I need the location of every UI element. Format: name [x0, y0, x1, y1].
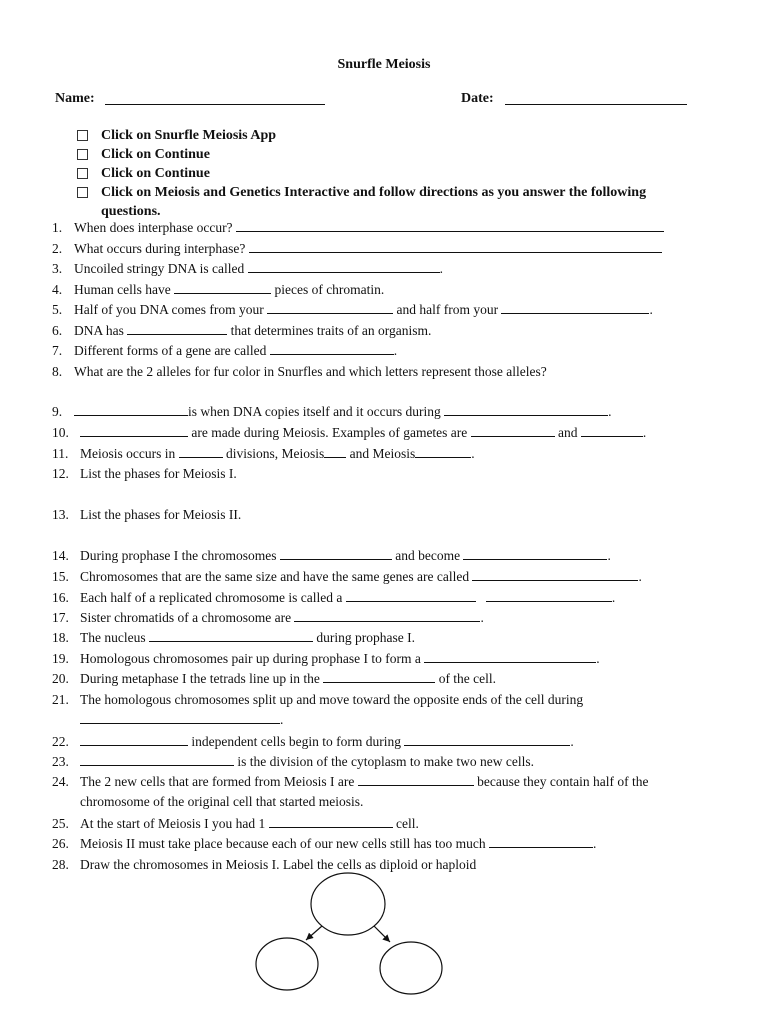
question-19: 19. Homologous chromosomes pair up during prophase I to form a .	[52, 651, 600, 666]
question-12: 12. List the phases for Meiosis I.	[52, 466, 237, 481]
answer-blank[interactable]	[80, 753, 234, 766]
question-24-continued: chromosome of the original cell that started meiosis.	[80, 794, 364, 809]
question-8: 8. What are the 2 alleles for fur color in Snurfles and which letters represent those alleles?	[52, 364, 547, 379]
checkbox-icon[interactable]	[77, 187, 88, 198]
question-7: 7. Different forms of a gene are called .	[52, 343, 398, 358]
question-21-continued: .	[80, 711, 283, 729]
answer-blank[interactable]	[358, 773, 474, 786]
question-15: 15. Chromosomes that are the same size and have the same genes are called .	[52, 569, 642, 584]
answer-blank[interactable]	[415, 445, 471, 458]
date-field[interactable]	[505, 104, 687, 105]
question-25: 25. At the start of Meiosis I you had 1 cell.	[52, 816, 419, 831]
question-22: 22. independent cells begin to form during .	[52, 734, 574, 749]
answer-blank[interactable]	[404, 733, 570, 746]
answer-blank[interactable]	[149, 629, 313, 642]
question-13: 13. List the phases for Meiosis II.	[52, 507, 242, 522]
answer-blank[interactable]	[248, 260, 440, 273]
meiosis-diagram	[250, 870, 460, 1000]
answer-blank[interactable]	[236, 219, 664, 232]
question-2: 2. What occurs during interphase?	[52, 240, 662, 258]
answer-blank[interactable]	[269, 815, 393, 828]
checklist-item: Click on Continue	[77, 145, 701, 164]
answer-blank[interactable]	[463, 547, 607, 560]
answer-blank[interactable]	[424, 650, 596, 663]
answer-blank[interactable]	[346, 589, 476, 602]
answer-blank[interactable]	[80, 424, 188, 437]
checkbox-icon[interactable]	[77, 168, 88, 179]
question-5: 5. Half of you DNA comes from your and half from your .	[52, 302, 653, 317]
answer-blank[interactable]	[80, 711, 280, 724]
question-20: 20. During metaphase I the tetrads line up in the of the cell.	[52, 671, 497, 686]
question-6: 6. DNA has that determines traits of an organism.	[52, 323, 432, 338]
answer-blank[interactable]	[323, 670, 435, 683]
arrow-right-icon	[374, 926, 390, 942]
answer-blank[interactable]	[280, 547, 392, 560]
answer-blank[interactable]	[80, 733, 188, 746]
answer-blank[interactable]	[501, 301, 649, 314]
answer-blank[interactable]	[486, 589, 612, 602]
answer-blank[interactable]	[127, 322, 227, 335]
date-label: Date:	[461, 91, 494, 106]
question-14: 14. During prophase I the chromosomes and become .	[52, 548, 611, 563]
question-21: 21. The homologous chromosomes split up and move toward the opposite ends of the cell during	[52, 692, 584, 707]
answer-blank[interactable]	[444, 403, 608, 416]
answer-blank[interactable]	[249, 240, 662, 253]
parent-cell-circle[interactable]	[311, 873, 385, 935]
question-17: 17. Sister chromatids of a chromosome are .	[52, 610, 484, 625]
answer-blank[interactable]	[489, 835, 593, 848]
arrow-left-icon	[306, 926, 322, 940]
answer-blank[interactable]	[581, 424, 643, 437]
question-26: 26. Meiosis II must take place because each of our new cells still has too much .	[52, 836, 597, 851]
name-label: Name:	[55, 91, 95, 106]
name-field[interactable]	[105, 104, 325, 105]
answer-blank[interactable]	[267, 301, 393, 314]
answer-blank[interactable]	[294, 609, 480, 622]
answer-blank[interactable]	[471, 424, 555, 437]
answer-blank[interactable]	[174, 281, 271, 294]
question-24: 24. The 2 new cells that are formed from Meiosis I are because they contain half of the	[52, 774, 649, 789]
question-23: 23. is the division of the cytoplasm to make two new cells.	[52, 754, 534, 769]
answer-blank[interactable]	[324, 445, 346, 458]
question-3: 3. Uncoiled stringy DNA is called .	[52, 261, 443, 276]
question-1: 1. When does interphase occur?	[52, 219, 664, 237]
daughter-cell-left-circle[interactable]	[256, 938, 318, 990]
checklist-item: Click on Continue	[77, 164, 701, 183]
checklist-item: Click on Meiosis and Genetics Interactive and follow directions as you answer the following questions.	[77, 183, 701, 221]
question-11: 11. Meiosis occurs in divisions, Meiosis and Meiosis .	[52, 446, 475, 461]
answer-blank[interactable]	[270, 342, 394, 355]
question-4: 4. Human cells have pieces of chromatin.	[52, 282, 385, 297]
question-16: 16. Each half of a replicated chromosome is called a .	[52, 590, 616, 605]
checklist-item: Click on Snurfle Meiosis App	[77, 126, 701, 145]
answer-blank[interactable]	[179, 445, 223, 458]
page-title: Snurfle Meiosis	[337, 57, 431, 72]
question-18: 18. The nucleus during prophase I.	[52, 630, 415, 645]
answer-blank[interactable]	[74, 403, 188, 416]
question-28: 28. Draw the chromosomes in Meiosis I. Label the cells as diploid or haploid	[52, 857, 477, 872]
answer-blank[interactable]	[472, 568, 638, 581]
checkbox-icon[interactable]	[77, 130, 88, 141]
checkbox-icon[interactable]	[77, 149, 88, 160]
question-10: 10. are made during Meiosis. Examples of gametes are and .	[52, 425, 647, 440]
question-9: 9. is when DNA copies itself and it occurs during .	[52, 404, 612, 419]
daughter-cell-right-circle[interactable]	[380, 942, 442, 994]
